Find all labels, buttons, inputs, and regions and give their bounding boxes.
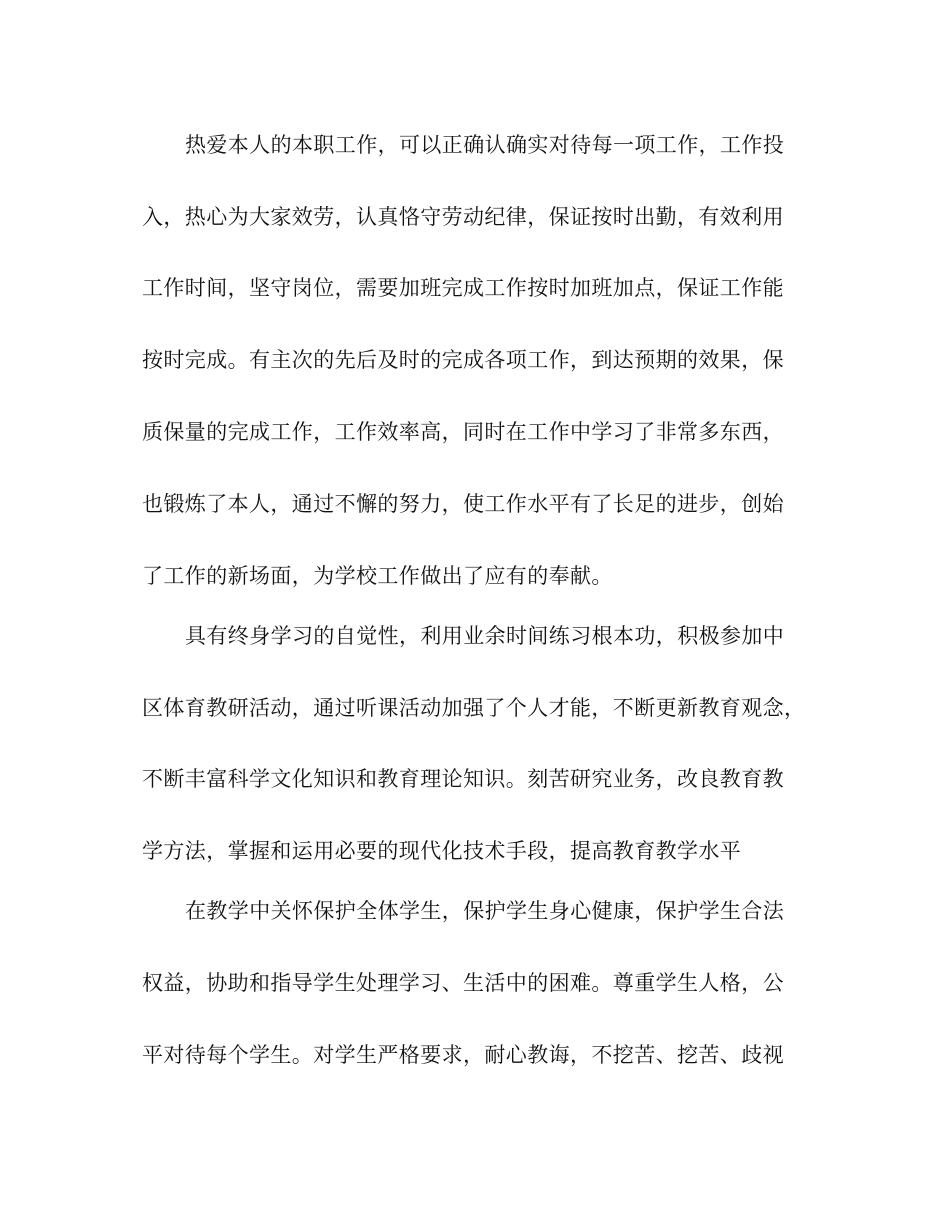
paragraph-line: 质保量的完成工作，工作效率高，同时在工作中学习了非常多东西， [142, 420, 784, 444]
paragraph-line: 平对待每个学生。对学生严格要求，耐心教诲，不挖苦、挖苦、歧视 [142, 1043, 784, 1067]
paragraph-line: 具有终身学习的自觉性，利用业余时间练习根本功，积极参加中 [185, 624, 785, 648]
paragraph-line: 工作时间，坚守岗位，需要加班完成工作按时加班加点，保证工作能 [142, 276, 784, 300]
paragraph-line: 也锻炼了本人，通过不懈的努力，使工作水平有了长足的进步，创始 [142, 492, 784, 516]
paragraph-line: 了工作的新场面，为学校工作做出了应有的奉献。 [142, 564, 613, 588]
paragraph-line: 权益，协助和指导学生处理学习、生活中的困难。尊重学生人格，公 [142, 971, 784, 995]
paragraph-line: 学方法，掌握和运用必要的现代化技术手段，提高教育教学水平 [142, 839, 742, 863]
paragraph-line: 热爱本人的本职工作，可以正确认确实对待每一项工作，工作投 [185, 133, 785, 157]
paragraph-line: 在教学中关怀保护全体学生，保护学生身心健康，保护学生合法 [185, 899, 785, 923]
paragraph-line: 入，热心为大家效劳，认真恪守劳动纪律，保证按时出勤，有效利用 [142, 205, 784, 229]
paragraph-line: 不断丰富科学文化知识和教育理论知识。刻苦研究业务，改良教育教 [142, 767, 784, 791]
paragraph-line: 区体育教研活动，通过听课活动加强了个人才能，不断更新教育观念， [142, 696, 806, 720]
paragraph-line: 按时完成。有主次的先后及时的完成各项工作，到达预期的效果，保 [142, 348, 784, 372]
